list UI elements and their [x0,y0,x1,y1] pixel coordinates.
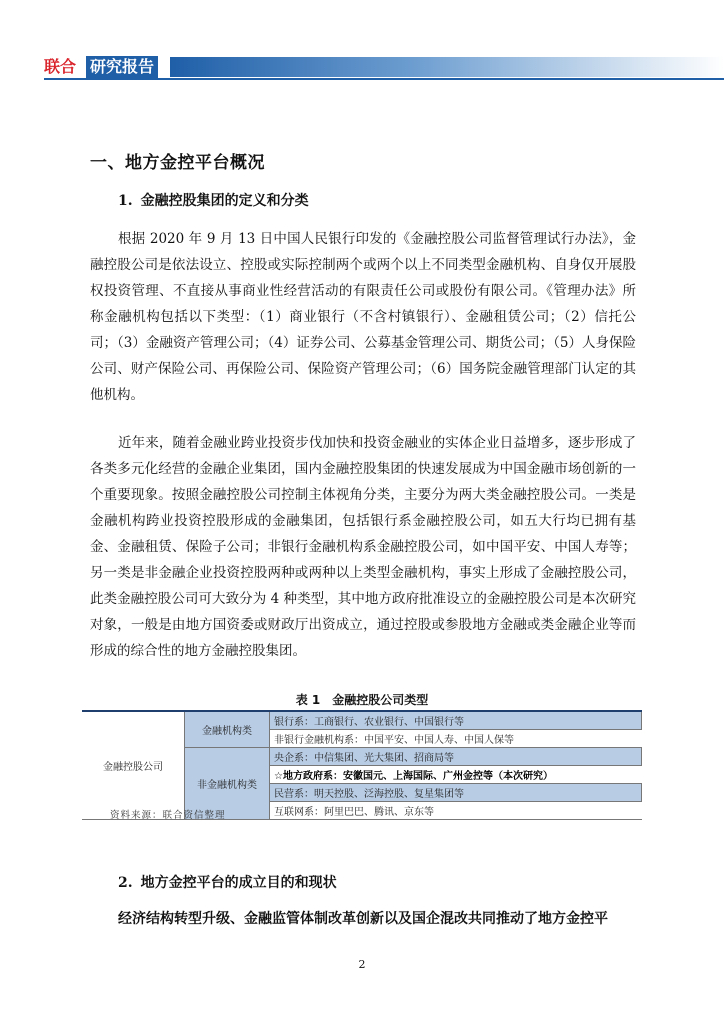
paragraph-definition: 根据 2020 年 9 月 13 日中国人民银行印发的《金融控股公司监督管理试行办法》，金融控股公司是依法设立、控股或实际控制两个或两个以上不同类型金融机构、自身仅开展股权投资管理、不直接从事商业性经营活动的有限责任公司或股份有限公司。《管理办法》所称金融机构包括以下类型：（1）商业银行（不含村镇银行）、金融租赁公司；（2）信托公司；（3）金融资产管理公司；（4）证券公司、公募基金管理公司、期货公司；（5）人身保险公司、财产保险公司、再保险公司、保险资产管理公司；（6）国务院金融管理部门认定的其他机构。 [90,231,636,403]
subsection-title: 金融控股集团的定义和分类 [140,193,309,209]
section-heading: 一、地方金控平台概况 [90,153,265,173]
subsection-title: 地方金控平台的成立目的和现状 [140,875,337,891]
table-row: 民营系：明天控股、泛海控股、复星集团等 [270,784,642,802]
table-row-highlight: ☆地方政府系：安徽国元、上海国际、广州金控等（本次研究） [270,766,642,784]
subsection-heading-2 [118,872,337,892]
table-group-financial: 金融机构类 [185,711,270,748]
report-header [44,56,724,78]
table-row: 互联网系：阿里巴巴、腾讯、京东等 [270,802,642,820]
table-source-note: 资料来源：联合资信整理 [110,810,226,821]
subsection-heading-1 [118,190,309,210]
table-caption: 表 1 金融控股公司类型 [295,693,429,707]
table-row: 银行系：工商银行、农业银行、中国银行等 [270,711,642,730]
table-row: 非银行金融机构系：中国平安、中国人寿、中国人保等 [270,730,642,748]
table-root-cell: 金融控股公司 [82,711,185,820]
paragraph-classification: 近年来，随着金融业跨业投资步伐加快和投资金融业的实体企业日益增多，逐步形成了各类多元化经营的金融企业集团，国内金融控股集团的快速发展成为中国金融市场创新的一个重要现象。按照金融控股公司控制主体视角分类，主要分为两大类金融控股公司。一类是金融机构跨业投资控股形成的金融集团，包括银行系金融控股公司，如五大行均已拥有基金、金融租赁、保险子公司；非银行金融机构系金融控股公司，如中国平安、中国人寿等；另一类是非金融企业投资控股两种或两种以上类型金融机构，事实上形成了金融控股公司，此类金融控股公司可大致分为 4 种类型，其中地方政府批准设立的金融控股公司是本次研究对象，一般是由地方国资委或财政厅出资成立，通过控股或参股地方金融或类金融企业等而形成的综合性的地方金融控股集团。 [90,435,636,659]
holding-company-types-table [82,710,642,820]
table-group-nonfinancial: 非金融机构类 [185,748,270,820]
brand-name-red: 联合 [44,57,77,76]
bold-lead-paragraph: 经济结构转型升级、金融监管体制改革创新以及国企混改共同推动了地方金控平 [118,911,608,927]
brand-name-box: 研究报告 [86,56,158,78]
subsection-number: 2. [118,875,133,891]
page-number: 2 [358,958,366,971]
table-row: 央企系：中信集团、光大集团、招商局等 [270,748,642,766]
header-gradient-bar [170,57,724,77]
subsection-number: 1. [118,193,133,209]
header-divider [44,78,724,80]
